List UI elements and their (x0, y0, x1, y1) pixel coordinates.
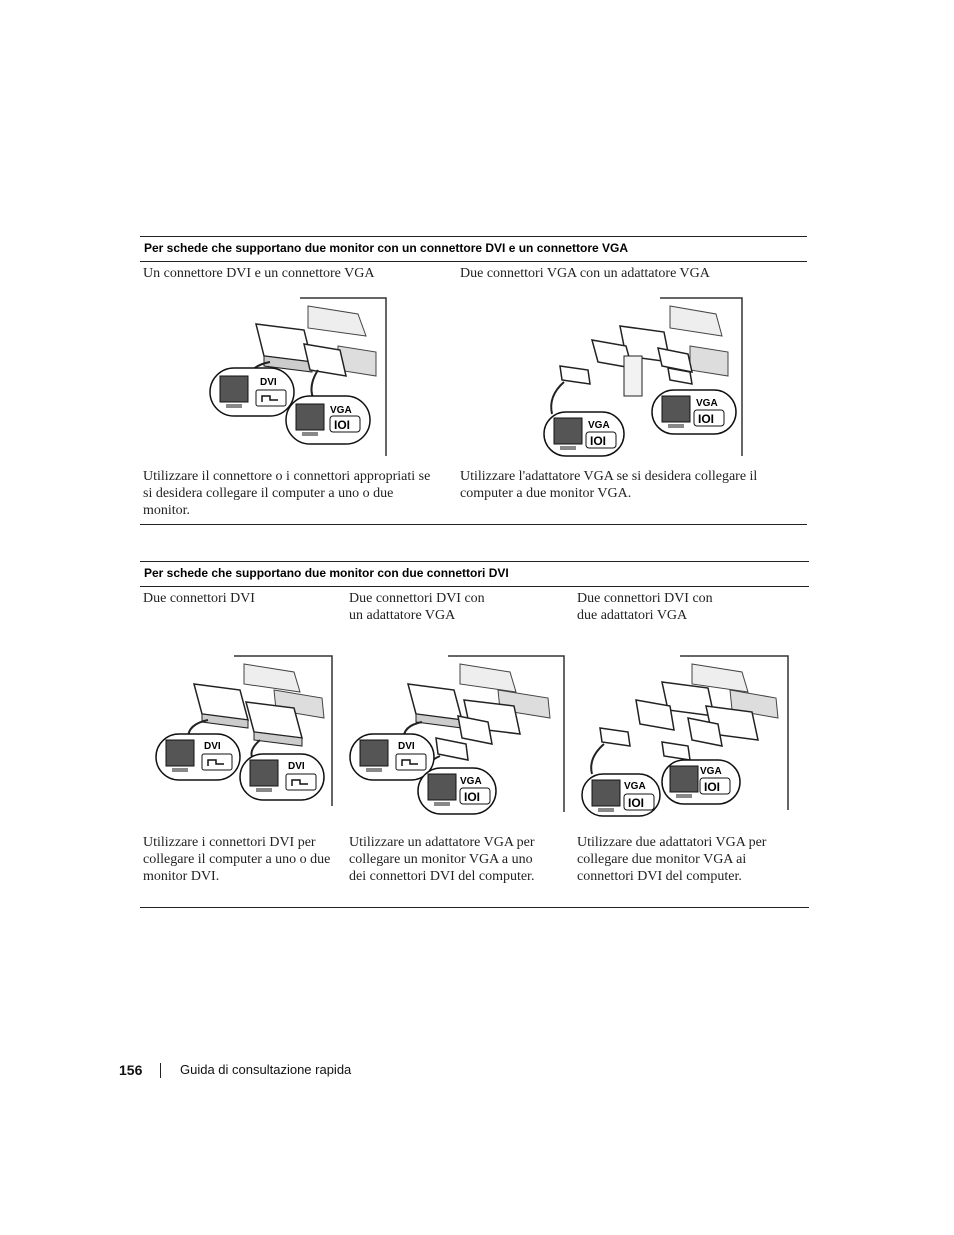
table2-col1-description: Utilizzare i connettori DVI per collegare il computer a uno o due monitor DVI. (143, 835, 331, 884)
illustration3-label-dvi-right: DVI (288, 761, 305, 772)
table1-bottom-rule (140, 524, 807, 525)
svg-text:IOI: IOI (334, 418, 351, 432)
table2-bottom-rule (140, 907, 809, 908)
table2-col3-description: Utilizzare due adattatori VGA per collegare due monitor VGA ai connettori DVI del computer. (577, 835, 767, 884)
table1-header: Per schede che supportano due monitor con un connettore DVI e un connettore VGA (144, 241, 629, 255)
footer-title: Guida di consultazione rapida (180, 1062, 352, 1077)
page-number: 156 (119, 1062, 143, 1078)
svg-text:IOI: IOI (590, 434, 607, 448)
illustration4-label-vga: VGA (460, 776, 482, 787)
illustration2-label-vga-left: VGA (588, 420, 610, 431)
table1-top-rule (140, 236, 807, 237)
illustration1-label-dvi: DVI (260, 377, 277, 388)
illustration5-label-vga-right: VGA (700, 766, 722, 777)
svg-text:IOI: IOI (704, 780, 721, 794)
table1-col1-caption: Un connettore DVI e un connettore VGA (143, 266, 375, 281)
dvi-vga-connector-illustration (208, 296, 390, 460)
svg-text:IOI: IOI (628, 796, 645, 810)
table2-col3-caption: Due connettori DVI con due adattatori VGA (577, 591, 713, 623)
table1-col1-description: Utilizzare il connettore o i connettori appropriati se si desidera collegare il computer a uno o due monitor. (143, 469, 431, 518)
illustration3-label-dvi-left: DVI (204, 741, 221, 752)
table2-col2-description: Utilizzare un adattatore VGA per collegare un monitor VGA a uno dei connettori DVI del computer. (349, 835, 535, 884)
footer-divider (160, 1063, 161, 1078)
svg-text:IOI: IOI (698, 412, 715, 426)
dvi-vga-adapter-illustration (348, 654, 568, 816)
illustration2-label-vga-right: VGA (696, 398, 718, 409)
illustration5-label-vga-left: VGA (624, 781, 646, 792)
table1-col2-caption: Due connettori VGA con un adattatore VGA (460, 266, 710, 281)
dvi-two-vga-adapters-illustration (580, 654, 792, 818)
table2-top-rule (140, 561, 809, 562)
table2-header-rule (140, 586, 809, 587)
table2-col1-caption: Due connettori DVI (143, 591, 255, 606)
illustration4-label-dvi: DVI (398, 741, 415, 752)
illustration1-label-vga: VGA (330, 405, 352, 416)
table1-header-rule (140, 261, 807, 262)
two-vga-adapter-illustration (540, 296, 748, 460)
table1-col2-description: Utilizzare l'adattatore VGA se si desidera collegare il computer a due monitor VGA. (460, 469, 758, 501)
table2-header: Per schede che supportano due monitor con due connettori DVI (144, 566, 509, 580)
two-dvi-illustration (154, 654, 336, 810)
table2-col2-caption: Due connettori DVI con un adattatore VGA (349, 591, 485, 623)
svg-text:IOI: IOI (464, 790, 481, 804)
